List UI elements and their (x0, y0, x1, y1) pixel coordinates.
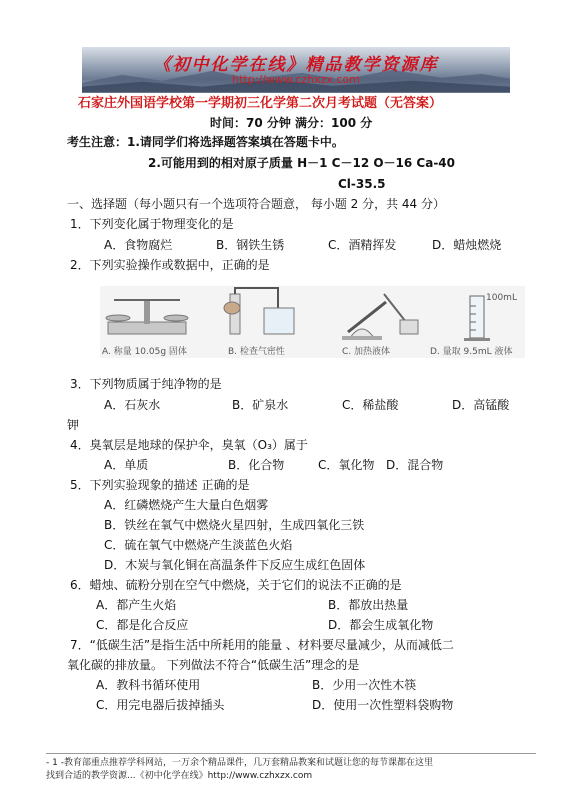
footer-line-2[interactable]: 找到合适的教学资源...《初中化学在线》http://www.czhxzx.com (46, 771, 313, 781)
q2-caption-c: C. 加热液体 (342, 347, 391, 357)
q1-option-b: B．钢铁生锈 (216, 238, 285, 252)
q1-option-d: D．蜡烛燃烧 (432, 238, 502, 252)
banner-url[interactable]: http://www.czhxzx.com (232, 73, 360, 86)
q5-option-b: B．铁丝在氧气中燃烧火星四射，生成四氧化三铁 (104, 518, 365, 532)
q7-option-d: D．使用一次性塑料袋购物 (312, 698, 454, 712)
q5-option-a: A．红磷燃烧产生大量白色烟雾 (104, 498, 269, 512)
q4-stem: 4．臭氧层是地球的保护伞，臭氧（O₃）属于 (70, 438, 308, 452)
footer-line-1: - 1 -教育部重点推荐学科网站，一万余个精品课件，几万套精品教案和试题让您的每节课都在这里 (46, 758, 433, 768)
q2-caption-b: B. 检查气密性 (228, 347, 285, 357)
note-2: 2.可能用到的相对原子质量 H－1 C－12 O－16 Ca-40 (148, 156, 456, 170)
q7-option-b: B．少用一次性木筷 (312, 678, 417, 692)
q2-stem: 2．下列实验操作或数据中，正确的是 (70, 258, 270, 272)
q5-option-c: C．硫在氧气中燃烧产生淡蓝色火焰 (104, 538, 293, 552)
q7-option-c: C．用完电器后拔掉插头 (96, 698, 225, 712)
banner-title: 《初中化学在线》精品教学资源库 (153, 55, 439, 75)
q6-option-c: C．都是化合反应 (96, 618, 189, 632)
q2-apparatus-figure (100, 286, 525, 358)
q6-option-b: B．都放出热量 (328, 598, 409, 612)
q3-option-c: C．稀盐酸 (342, 398, 399, 412)
q3-option-a: A．石灰水 (104, 398, 161, 412)
q7-stem: 7．“低碳生活”是指生活中所耗用的能量 、材料要尽量减少，从而减低二 (70, 638, 454, 652)
q3-wrap: 钾 (67, 418, 80, 432)
q5-stem: 5．下列实验现象的描述 正确的是 (70, 478, 250, 492)
q4-option-d: D．混合物 (386, 458, 444, 472)
exam-title: 石家庄外国语学校第一学期初三化学第二次月考试题（无答案） (78, 96, 443, 111)
q3-option-d: D．高锰酸 (452, 398, 510, 412)
q6-stem: 6．蜡烛、硫粉分别在空气中燃烧，关于它们的说法不正确的是 (70, 578, 402, 592)
page-footer (46, 757, 546, 783)
q1-option-c: C．酒精挥发 (328, 238, 397, 252)
q7-stem-cont: 氧化碳的排放量。 下列做法不符合“低碳生活”理念的是 (67, 658, 360, 672)
q2-caption-a: A. 称量 10.05g 固体 (102, 347, 187, 357)
q4-option-c: C．氧化物 (318, 458, 375, 472)
note-2b: Cl-35.5 (338, 177, 386, 191)
footer-divider (46, 753, 536, 754)
q1-stem: 1．下列变化属于物理变化的是 (70, 217, 234, 231)
section-heading: 一、选择题（每小题只有一个选项符合题意， 每小题 2 分，共 44 分） (67, 197, 445, 211)
note-label: 考生注意： (67, 135, 128, 149)
q3-stem: 3．下列物质属于纯净物的是 (70, 377, 222, 391)
note-1: 1.请同学们将选择题答案填在答题卡中。 (127, 135, 344, 149)
q2-caption-d: D. 量取 9.5mL 液体 (430, 347, 513, 357)
cylinder-label: 100mL (486, 293, 517, 303)
q1-option-a: A．食物腐烂 (104, 238, 173, 252)
q5-option-d: D．木炭与氧化铜在高温条件下反应生成红色固体 (104, 558, 366, 572)
q4-option-a: A．单质 (104, 458, 149, 472)
q3-option-b: B．矿泉水 (232, 398, 289, 412)
q4-option-b: B．化合物 (228, 458, 285, 472)
q6-option-a: A．都产生火焰 (96, 598, 177, 612)
q6-option-d: D．都会生成氧化物 (328, 618, 434, 632)
exam-meta: 时间：70 分钟 满分：100 分 (210, 116, 373, 130)
header-banner (82, 47, 510, 93)
q7-option-a: A．教科书循环使用 (96, 678, 201, 692)
